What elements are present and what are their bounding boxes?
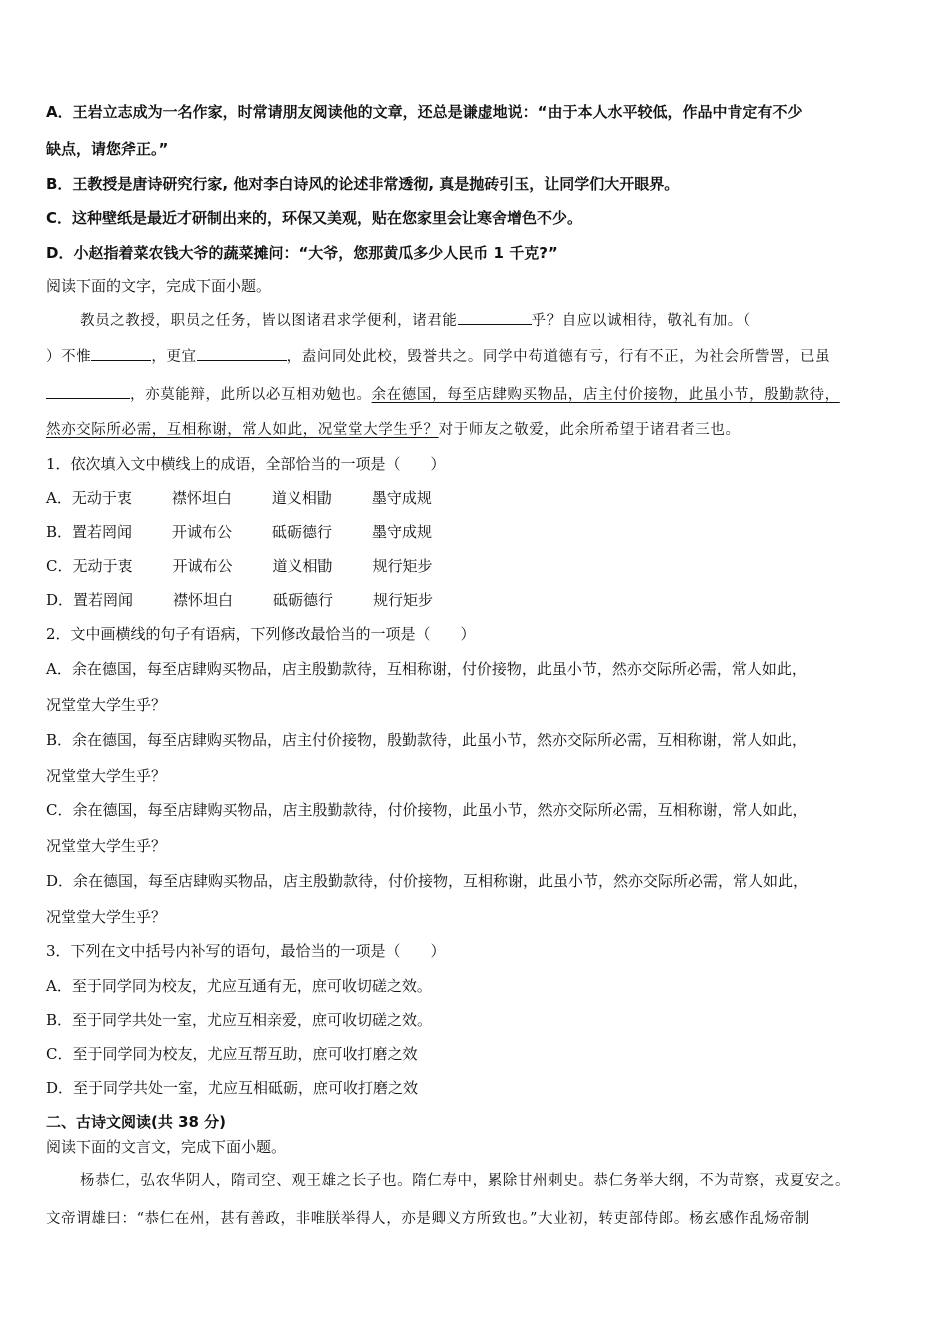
option-word: 规行矩步	[372, 557, 433, 575]
q1-option-d	[46, 590, 473, 610]
option-word: 墨守成规	[371, 489, 432, 507]
option-label: B．	[46, 523, 73, 541]
option-word: 道义相勖	[271, 489, 332, 507]
q2-stem: 2．文中画横线的句子有语病，下列修改最恰当的一项是（ ）	[46, 625, 476, 643]
passage-line-3	[46, 384, 840, 405]
q2-option-a-line1: A．余在德国，每至店肆购买物品，店主殷勤款待，互相称谢，付价接物，此虽小节，然亦交际所必需，常人如此，	[46, 660, 807, 678]
q2-option-a-line2: 况堂堂大学生乎？	[46, 696, 167, 714]
passage-text: 教员之教授，职员之任务，皆以图诸君求学便利，诸君能	[80, 313, 458, 329]
option-word: 无动于衷	[71, 489, 132, 507]
q2-option-b-line2: 况堂堂大学生乎？	[46, 767, 167, 785]
option-word: 砥砺德行	[272, 523, 333, 541]
option-word: 开诚布公	[172, 557, 233, 575]
q1-option-c	[46, 556, 472, 576]
option-word: 道义相勖	[272, 557, 333, 575]
q3-option-c: C．至于同学同为校友，尤应互帮互助，庶可收打磨之效	[46, 1045, 418, 1063]
passage-text: ，盍问同处此校，毁誉共之。同学中苟道德有亏，行有不正，为社会所訾詈，已虽	[286, 349, 831, 365]
q3-stem: 3．下列在文中括号内补写的语句，最恰当的一项是（ ）	[46, 942, 446, 960]
option-word: 无动于衷	[72, 557, 133, 575]
passage-line-4	[46, 420, 741, 440]
option-a-line1: A．王岩立志成为一名作家，时常请朋友阅读他的文章，还总是谦虚地说：“由于本人水平较低，作品中肯定有不少	[46, 103, 803, 121]
q2-option-d-line1: D．余在德国，每至店肆购买物品，店主殷勤款待，付价接物，互相称谢，此虽小节，然亦交际所必需，常人如此，	[46, 872, 809, 890]
q1-option-b	[46, 522, 472, 542]
q2-option-c-line2: 况堂堂大学生乎？	[46, 837, 167, 855]
option-word: 襟怀坦白	[173, 591, 234, 609]
passage-line-1	[80, 310, 751, 331]
option-a-line2: 缺点，请您斧正。”	[46, 140, 169, 158]
q1-option-a	[46, 488, 472, 508]
passage-line-2	[46, 346, 830, 367]
underlined-sentence: 然亦交际所必需，互相称谢，常人如此，况堂堂大学生乎？	[46, 422, 439, 438]
option-word: 规行矩步	[373, 591, 434, 609]
q2-option-c-line1: C．余在德国，每至店肆购买物品，店主殷勤款待，付价接物，此虽小节，然亦交际所必需，互相称谢，常人如此，	[46, 801, 808, 819]
passage-text: ）不惟	[46, 349, 92, 365]
passage-text: ，亦莫能辩，此所以必互相劝勉也。	[130, 387, 372, 403]
passage-text: ，更宜	[151, 349, 197, 365]
q3-option-d: D．至于同学共处一室，尤应互相砥砺，庶可收打磨之效	[46, 1079, 419, 1097]
section-intro: 阅读下面的文言文，完成下面小题。	[46, 1138, 287, 1156]
option-label: A．	[46, 489, 72, 507]
underlined-sentence: 余在德国，每至店肆购买物品，店主付价接物，此虽小节，殷勤款待，	[371, 387, 840, 403]
option-word: 墨守成规	[372, 523, 433, 541]
classical-text-line-2: 文帝谓雄曰：“恭仁在州，甚有善政，非唯朕举得人，亦是卿义方所致也。”大业初，转吏部侍郎。杨玄感作乱炀帝制	[46, 1211, 810, 1227]
passage-text: 对于师友之敬爱，此余所希望于诸君者三也。	[438, 422, 741, 438]
option-word: 开诚布公	[172, 523, 233, 541]
section-heading: 二、古诗文阅读(共 38 分)	[46, 1113, 227, 1131]
q2-option-b-line1: B．余在德国，每至店肆购买物品，店主付价接物，殷勤款待，此虽小节，然亦交际所必需，互相称谢，常人如此，	[46, 731, 808, 749]
option-label: D．	[46, 591, 74, 609]
q3-option-b: B．至于同学共处一室，尤应互相亲爱，庶可收切磋之效。	[46, 1011, 433, 1029]
passage-text: 乎？自应以诚相待，敬礼有加。（	[531, 313, 751, 329]
option-word: 置若罔闻	[73, 591, 134, 609]
option-word: 砥砺德行	[273, 591, 334, 609]
q2-option-d-line2: 况堂堂大学生乎？	[46, 908, 167, 926]
option-d: D．小赵指着菜农钱大爷的蔬菜摊问：“大爷，您那黄瓜多少人民币 1 千克?”	[46, 244, 558, 262]
option-c: C．这种壁纸是最近才研制出来的，环保又美观，贴在您家里会让寒舍增色不少。	[46, 209, 583, 227]
option-word: 置若罔闻	[72, 523, 133, 541]
reading-intro: 阅读下面的文字，完成下面小题。	[46, 277, 272, 295]
option-b: B．王教授是唐诗研究行家, 他对李白诗风的论述非常透彻, 真是抛砖引玉，让同学们大开眼界。	[46, 175, 680, 193]
fill-blank	[46, 384, 130, 399]
fill-blank	[197, 346, 287, 361]
fill-blank	[91, 346, 151, 361]
option-word: 襟怀坦白	[171, 489, 232, 507]
q3-option-a: A．至于同学同为校友，尤应互通有无，庶可收切磋之效。	[46, 977, 432, 995]
classical-text-line-1: 杨恭仁，弘农华阴人，隋司空、观王雄之长子也。隋仁寿中，累除甘州刺史。恭仁务举大纲，不为苛察，戎夏安之。	[80, 1173, 851, 1189]
q1-stem: 1．依次填入文中横线上的成语，全部恰当的一项是（ ）	[46, 455, 446, 473]
fill-blank	[458, 310, 532, 325]
option-label: C．	[46, 557, 73, 575]
